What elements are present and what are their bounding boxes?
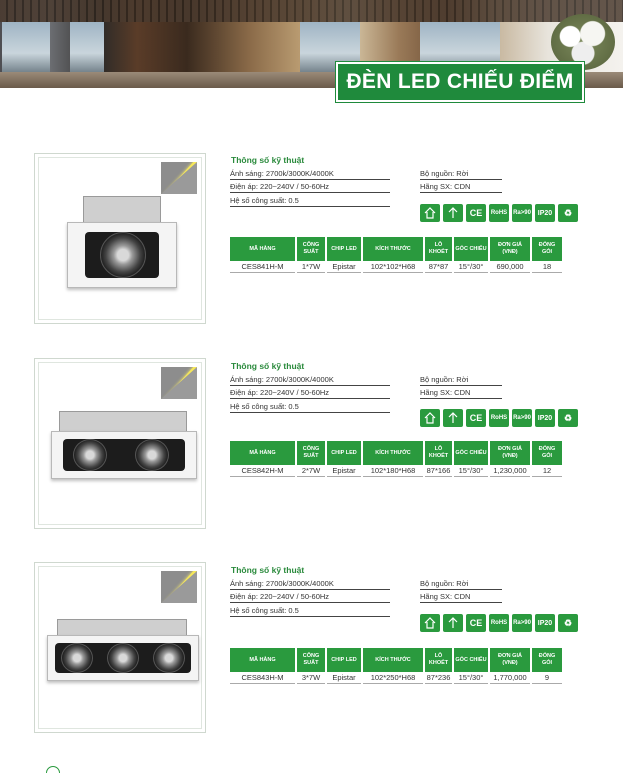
spec-driver: Bộ nguồn: Rời <box>420 168 502 180</box>
beam-angle-icon <box>161 367 197 399</box>
th-cutout: LỖ KHOÉT <box>425 441 452 465</box>
th-chip: CHIP LED <box>327 237 361 261</box>
th-pack: ĐÓNG GÓI <box>532 648 562 672</box>
house-icon <box>420 204 440 222</box>
spec-light: Ánh sáng: 2700k/3000K/4000K <box>230 578 390 590</box>
th-cutout: LỖ KHOÉT <box>425 648 452 672</box>
table-row <box>230 261 562 273</box>
th-size: KÍCH THƯỚC <box>363 441 423 465</box>
spec-light: Ánh sáng: 2700k/3000K/4000K <box>230 374 390 386</box>
page-title: ĐÈN LED CHIẾU ĐIỂM <box>346 70 574 93</box>
cell-angle: 15°/30° <box>454 465 488 477</box>
spec-maker: Hãng SX: CDN <box>420 591 502 603</box>
ip20-icon: IP20 <box>535 409 555 427</box>
cell-chip: Epistar <box>327 261 361 273</box>
cert-icons-row <box>420 614 578 632</box>
beam-angle-icon <box>161 162 197 194</box>
product-table-2 <box>228 441 564 477</box>
th-chip: CHIP LED <box>327 441 361 465</box>
th-cutout: LỖ KHOÉT <box>425 237 452 261</box>
house-icon <box>420 409 440 427</box>
spec-maker: Hãng SX: CDN <box>420 181 502 193</box>
th-chip: CHIP LED <box>327 648 361 672</box>
spec-title: Thông số kỹ thuật <box>231 361 305 371</box>
cell-angle: 15°/30° <box>454 261 488 273</box>
cert-icons-row <box>420 409 578 427</box>
cell-pack: 18 <box>532 261 562 273</box>
cell-cutout: 87*166 <box>426 466 451 475</box>
spec-power-factor: Hệ số công suất: 0.5 <box>230 401 390 413</box>
cell-code: CES841H-M <box>230 261 295 273</box>
footer-circle-icon <box>46 766 60 773</box>
cell-size: 102*180*H68 <box>363 465 423 477</box>
ra-icon: Ra>90 <box>512 204 532 222</box>
spec-power-factor: Hệ số công suất: 0.5 <box>230 605 390 617</box>
th-angle: GÓC CHIẾU <box>454 648 488 672</box>
th-code: MÃ HÀNG <box>230 237 295 261</box>
cell-power: 1*7W <box>297 261 325 273</box>
th-angle: GÓC CHIẾU <box>454 237 488 261</box>
cell-chip: Epistar <box>327 672 361 684</box>
product-image-2 <box>34 358 206 529</box>
cell-price: 690,000 <box>490 261 530 273</box>
rohs-icon: RoHS <box>489 614 509 632</box>
cell-price: 1,230,000 <box>490 465 530 477</box>
spec-voltage: Điện áp: 220~240V / 50-60Hz <box>230 387 390 399</box>
cell-chip: Epistar <box>327 465 361 477</box>
th-pack: ĐÓNG GÓI <box>532 441 562 465</box>
cell-code: CES843H-M <box>230 672 295 684</box>
spec-maker: Hãng SX: CDN <box>420 387 502 399</box>
ce-icon: CE <box>466 409 486 427</box>
product-table-1 <box>228 237 564 273</box>
cell-price: 1,770,000 <box>490 672 530 684</box>
beam-angle-icon <box>161 571 197 603</box>
rohs-icon: RoHS <box>489 409 509 427</box>
product-image-1 <box>34 153 206 324</box>
th-size: KÍCH THƯỚC <box>363 237 423 261</box>
th-price: ĐƠN GIÁ (VNĐ) <box>490 237 530 261</box>
th-power: CÔNG SUẤT <box>297 648 325 672</box>
arrow-up-icon <box>443 204 463 222</box>
th-pack: ĐÓNG GÓI <box>532 237 562 261</box>
window <box>70 22 104 74</box>
ip20-icon: IP20 <box>535 614 555 632</box>
cell-angle: 15°/30° <box>454 672 488 684</box>
cell-code: CES842H-M <box>230 465 295 477</box>
cell-pack: 12 <box>532 465 562 477</box>
th-price: ĐƠN GIÁ (VNĐ) <box>490 648 530 672</box>
cell-power: 3*7W <box>297 672 325 684</box>
rohs-icon: RoHS <box>489 204 509 222</box>
recycle-icon: ♻ <box>558 409 578 427</box>
cell-size: 102*102*H68 <box>363 261 423 273</box>
spec-power-factor: Hệ số công suất: 0.5 <box>230 195 390 207</box>
cell-power: 2*7W <box>297 465 325 477</box>
table-row <box>230 672 562 684</box>
cert-icons-row <box>420 204 578 222</box>
th-power: CÔNG SUẤT <box>297 441 325 465</box>
ceiling-slats <box>0 0 623 22</box>
arrow-up-icon <box>443 409 463 427</box>
cell-size: 102*250*H68 <box>363 672 423 684</box>
page-title-box <box>336 62 584 102</box>
spec-voltage: Điện áp: 220~240V / 50-60Hz <box>230 591 390 603</box>
th-size: KÍCH THƯỚC <box>363 648 423 672</box>
product-table-3 <box>228 648 564 684</box>
th-price: ĐƠN GIÁ (VNĐ) <box>490 441 530 465</box>
house-icon <box>420 614 440 632</box>
spec-light: Ánh sáng: 2700k/3000K/4000K <box>230 168 390 180</box>
recycle-icon: ♻ <box>558 614 578 632</box>
window <box>2 22 50 74</box>
table-row <box>230 465 562 477</box>
ip20-icon: IP20 <box>535 204 555 222</box>
cell-cutout: 87*87 <box>425 261 452 273</box>
product-image-3 <box>34 562 206 733</box>
ra-icon: Ra>90 <box>512 409 532 427</box>
ce-icon: CE <box>466 614 486 632</box>
spec-voltage: Điện áp: 220~240V / 50-60Hz <box>230 181 390 193</box>
th-angle: GÓC CHIẾU <box>454 441 488 465</box>
spec-title: Thông số kỹ thuật <box>231 155 305 165</box>
spec-driver: Bộ nguồn: Rời <box>420 578 502 590</box>
spec-title: Thông số kỹ thuật <box>231 565 305 575</box>
ce-icon: CE <box>466 204 486 222</box>
arrow-up-icon <box>443 614 463 632</box>
cell-cutout: 87*236 <box>426 673 451 682</box>
recycle-icon: ♻ <box>558 204 578 222</box>
th-power: CÔNG SUẤT <box>297 237 325 261</box>
cell-pack: 9 <box>532 672 562 684</box>
ra-icon: Ra>90 <box>512 614 532 632</box>
th-code: MÃ HÀNG <box>230 648 295 672</box>
spec-driver: Bộ nguồn: Rời <box>420 374 502 386</box>
th-code: MÃ HÀNG <box>230 441 295 465</box>
